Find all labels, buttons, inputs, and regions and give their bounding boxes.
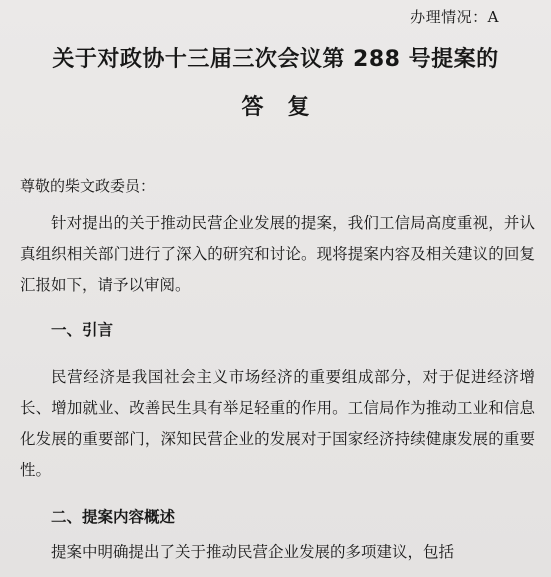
document-title: 关于对政协十三届三次会议第 288 号提案的 — [52, 47, 499, 72]
section-introduction-paragraph: 民营经济是我国社会主义市场经济的重要组成部分，对于促进经济增长、增加就业、改善民生具有举足轻重的作用。工信局作为推动工业和信息化发展的重要部门，深知民营企业的发展对于国家经济持续健康发展的重要性。 — [20, 368, 535, 479]
section-heading-introduction: 一、引言 — [51, 321, 114, 339]
document-title-answer: 答复 — [241, 95, 334, 120]
salutation: 尊敬的柴文政委员： — [20, 177, 156, 195]
handling-status: 办理情况：A — [410, 8, 499, 26]
intro-paragraph: 针对提出的关于推动民营企业发展的提案，我们工信局高度重视，并认真组织相关部门进行了深入的研究和讨论。现将提案内容及相关建议的回复汇报如下，请予以审阅。 — [20, 214, 535, 294]
section-proposal-overview-paragraph: 提案中明确提出了关于推动民营企业发展的多项建议，包括 — [51, 543, 455, 561]
section-heading-proposal-overview: 二、提案内容概述 — [51, 508, 176, 526]
